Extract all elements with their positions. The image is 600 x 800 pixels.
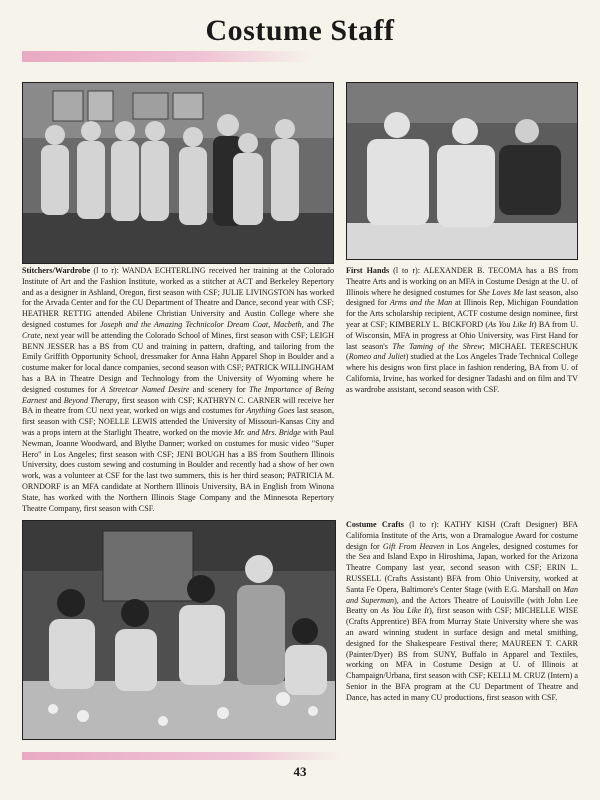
caption-title: The Importance of Being Earnest — [22, 384, 334, 405]
caption-title: Mr. and Mrs. Bridge — [234, 427, 301, 437]
caption-text: ) studied at the Los Angeles Trade Technical College where his designs won first place in fashion rendering, BA from U. of California, Irvine, has worked for designer Tadashi and on film and TV as wardrobe assistant, second season with CSF. — [346, 352, 578, 394]
first-hands-photo — [346, 82, 578, 260]
caption-title: Romeo and Juliet — [348, 352, 406, 362]
caption-title: Beyond Therapy — [63, 395, 118, 405]
caption-text: KATHY KISH (Craft Designer) BFA California Institute of the Arts, won a Dramalogue Award for costume design for — [346, 520, 578, 551]
crafts-lr: (l to r): — [403, 520, 445, 529]
stitchers-caption — [22, 266, 334, 514]
page-number: 43 — [293, 764, 307, 779]
caption-text: and scenery for — [189, 384, 250, 394]
costume-crafts-caption — [346, 520, 578, 704]
caption-title: As You Like It — [488, 319, 534, 329]
caption-title: The Crate — [22, 319, 334, 340]
crafts-heading: Costume Crafts — [346, 520, 404, 529]
title-accent-bar — [22, 51, 312, 62]
caption-title: As You Like It — [381, 606, 430, 616]
caption-text: ALEXANDER B. TECOMA has a BS from Theatre Arts and is working on an MFA in Costume Design at the U. of Illinois where he designed costumes for — [346, 266, 578, 297]
stitchers-heading: Stitchers/Wardrobe — [22, 266, 91, 275]
caption-text: with Paul Newman, Joanne Woodward, and Blythe Danner; worked on costumes for music video "Super Hero" in Los Angeles; first season with CSF; JENI BOUGH has a BS from Southern Illinois University, does custom sewing and costuming in Boulder and recently had a show of her own work, was a volunteer at CSF for the last two summers, this is her third season; PATRICIA M. ORNDORF is an MFA candidate at Northern Illinois University, BA in English from Winona State, has worked with the Northern Illinois Stage Company and the Minnesota Repertory Theatre Company, first season with CSF. — [22, 427, 335, 513]
first-hands-lr: (l to r): — [389, 266, 424, 275]
caption-text: ), and the Actors Theatre of Louisville (with John Lee Beatty on — [346, 595, 578, 616]
first-hands-heading: First Hands — [346, 266, 390, 275]
caption-text: , next year will be attending the Colorado School of Mines, first season with CSF; LEIGH BENN JESSER has a BS from CU and training in pattern, drafting, and tailoring from the Emily Griffith Opportunity School, dressmaker for Anna Hahn Apparel Shop in Boulder and a costume maker for local dance companies, second season with CSF; PATRICK WILLINGHAM has a BA in Theatre Design and Technology from the University of Wyoming where he designed costumes for — [22, 330, 334, 394]
stitchers-lr: (l to r): — [90, 266, 122, 275]
caption-text: last season, also designed for — [346, 287, 579, 308]
costume-crafts-photo — [22, 520, 336, 740]
caption-text: last season, first season with CSF; NOELLE LEWIS attended the University of Missouri-Kansas City and was a props intern at the Starlight Theatre, worked on the movie — [22, 406, 334, 437]
first-hands-caption — [346, 266, 578, 396]
caption-title: The Taming of the Shrew — [392, 341, 483, 351]
stitchers-photo — [22, 82, 334, 264]
caption-text: , first season with CSF; KATHRYN C. CARNER will receive her BA in theatre from CU next year, worked on wigs and costumes for — [22, 395, 334, 416]
caption-text: in Los Angeles, designed costumes for the Sea and Island Expo in Hiroshima, Japan, worked for the Arizona Theatre Company last year, second season with CSF; ERIN L. RUSSELL (Crafts Assistant) BFA from Ohio University, worked at Santa Fe Opera, Baltimore's Center Stage (with E.G. Marshall on — [346, 541, 578, 594]
caption-text: ; MICHAEL TERESCHUK ( — [346, 341, 578, 362]
bottom-accent-bar — [22, 752, 342, 760]
caption-text: and — [47, 395, 64, 405]
caption-title: Arms and the Man — [389, 298, 453, 308]
caption-title: Joseph and the Amazing Technicolor Dream Coat, Macbeth, — [99, 319, 304, 329]
caption-text: at Illinois Rep, Michigan Foundation for the Arts scholarship recipient, ACTF costume design nominee, first year at CSF; KIMBERLY L. BICKFORD ( — [346, 298, 578, 329]
caption-title: A Streetcar Named Desire — [100, 384, 190, 394]
caption-title: She Loves Me — [478, 287, 524, 297]
caption-text: ), first season with CSF; MICHELLE WISE (Crafts Apprentice) BFA from Murray State University where she was an award winning student in surface design and metal smithing, designed for the Shakespeare Festival there; MAUREEN T. CARR (Painter/Dyer) BS from SUNY, Buffalo in Apparel and Textiles, working on MFA in Costume Design at U. of Illinois at Champaign/Urbana, first season with CSF; KELLI M. CRUZ (Intern) a Senior in the BFA program at the CU Department of Theatre and Dance, has acted in many CU productions, first season with CSF. — [346, 606, 578, 702]
caption-text: ) BA from U. of Wisconsin, MFA in progress at Ohio University, was First Hand for last season's — [346, 319, 578, 351]
caption-title: Man and Superman — [346, 584, 578, 605]
caption-title: Gift From Heaven — [382, 541, 445, 551]
caption-title: Anything Goes — [246, 406, 295, 416]
caption-text: and — [303, 319, 322, 329]
caption-text: WANDA ECHTERLING received her training at the Colorado Institute of Art and the Fashion Institute, worked as a stitcher at ACT and Berkeley Repertory and as a designer in Ashland, Oregon, first season with CSF; JULIE LIVINGSTON has worked for the Arvada Center and for the CU Department of Theatre and Dance, second year with CSF; HEATHER RETTIG attended Abilene Christian University and Austin College where she designed costumes for — [22, 266, 334, 329]
page-title: Costume Staff — [205, 14, 395, 47]
